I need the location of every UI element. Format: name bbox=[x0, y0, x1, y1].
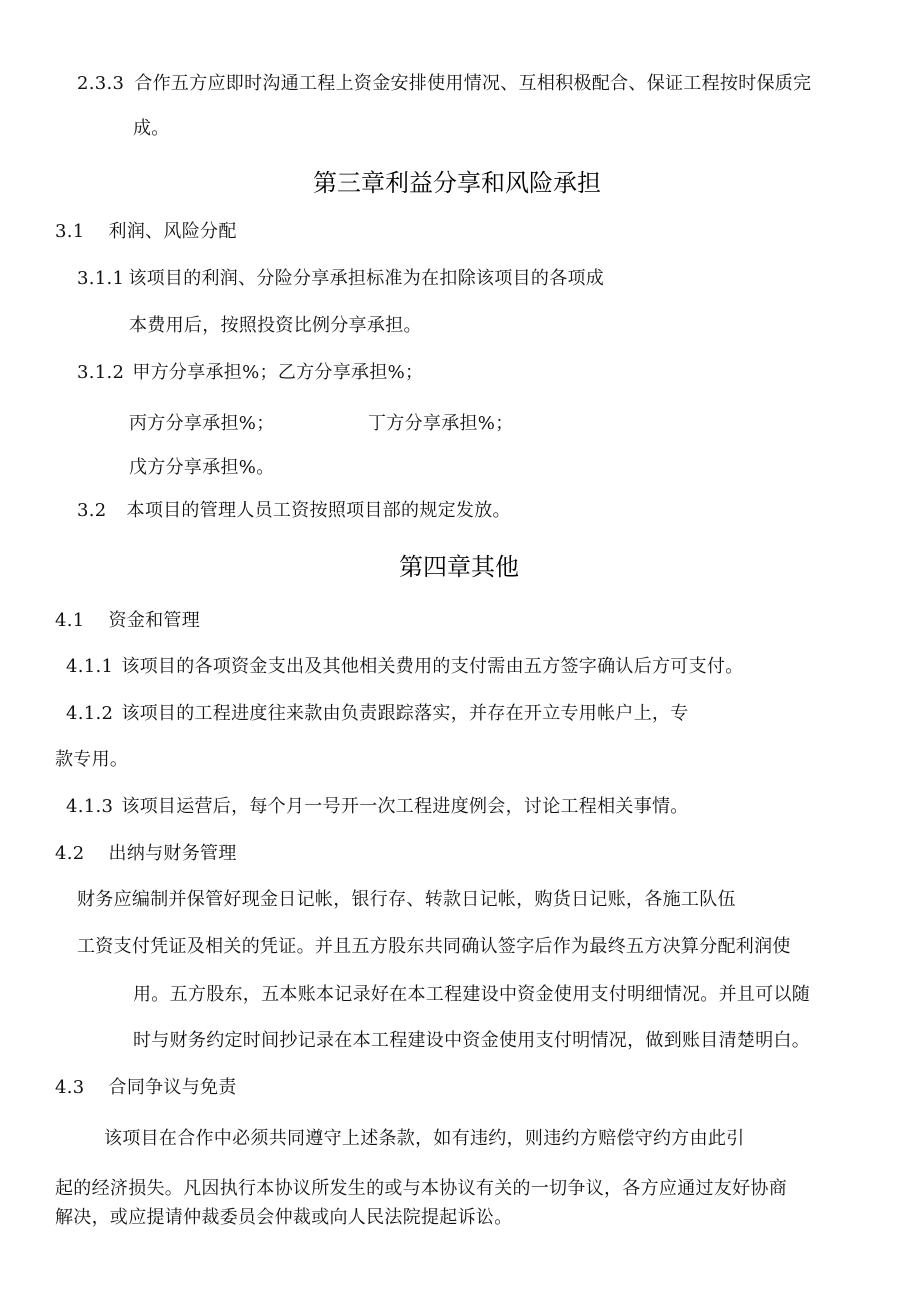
section-4-2-line-3: 用。五方股东，五本账本记录好在本工程建设中资金使用支付明细情况。并且可以随 bbox=[133, 984, 811, 1005]
clause-text: 该项目的工程进度往来款由负责跟踪落实，并存在开立专用帐户上，专 bbox=[121, 703, 689, 724]
share-ding: 丁方分享承担%； bbox=[368, 413, 514, 434]
clause-3-2 bbox=[77, 499, 511, 523]
clause-3-1-2-line-1 bbox=[77, 361, 423, 385]
clause-3-1-1-line-2: 本费用后，按照投资比例分享承担。 bbox=[129, 315, 422, 336]
section-4-3-heading bbox=[55, 1076, 237, 1100]
clause-3-1-1-line-1 bbox=[77, 267, 604, 291]
clause-number: 2.3.3 bbox=[77, 73, 125, 94]
section-4-1-heading bbox=[55, 609, 200, 633]
clause-text: 该项目的利润、分险分享承担标准为在扣除该项目的各项成 bbox=[128, 268, 605, 289]
section-4-2-line-2: 工资支付凭证及相关的凭证。并且五方股东共同确认签字后作为最终五方决算分配利润使 bbox=[77, 936, 791, 957]
clause-2-3-3-line-2: 成。 bbox=[133, 118, 170, 139]
section-title: 利润、风险分配 bbox=[108, 221, 237, 242]
clause-4-1-2-line-1 bbox=[66, 702, 689, 726]
clause-number: 3.1.1 bbox=[77, 268, 125, 289]
clause-number: 4.1.2 bbox=[66, 703, 114, 724]
section-3-1-heading bbox=[55, 220, 237, 244]
share-wu: 戊方分享承担%。 bbox=[129, 457, 275, 478]
clause-number: 3.2 bbox=[77, 500, 107, 521]
clause-2-3-3-line-1 bbox=[77, 72, 811, 96]
chapter-4-heading: 第四章其他 bbox=[399, 553, 519, 581]
section-title: 合同争议与免责 bbox=[108, 1077, 237, 1098]
section-number: 4.3 bbox=[55, 1077, 85, 1098]
clause-number: 3.1.2 bbox=[77, 362, 125, 383]
share-bing: 丙方分享承担%； bbox=[129, 413, 275, 434]
clause-4-1-3 bbox=[66, 795, 689, 819]
section-number: 4.2 bbox=[55, 843, 85, 864]
section-4-2-line-1: 财务应编制并保管好现金日记帐，银行存、转款日记帐，购货日记账，各施工队伍 bbox=[77, 889, 736, 910]
clause-4-1-2-line-2: 款专用。 bbox=[55, 749, 129, 770]
section-title: 出纳与财务管理 bbox=[108, 843, 237, 864]
section-number: 4.1 bbox=[55, 610, 85, 631]
section-4-3-line-3: 解决，或应提请仲裁委员会仲裁或向人民法院提起诉讼。 bbox=[55, 1207, 513, 1228]
section-4-2-heading bbox=[55, 842, 237, 866]
section-title: 资金和管理 bbox=[108, 610, 201, 631]
clause-4-1-1 bbox=[66, 655, 744, 679]
section-4-3-line-1: 该项目在合作中必须共同遵守上述条款，如有违约，则违约方赔偿守约方由此引 bbox=[104, 1128, 745, 1149]
clause-text: 合作五方应即时沟通工程上资金安排使用情况、互相积极配合、保证工程按时保质完 bbox=[134, 73, 812, 94]
clause-number: 4.1.3 bbox=[66, 796, 114, 817]
clause-text: 本项目的管理人员工资按照项目部的规定发放。 bbox=[126, 500, 511, 521]
clause-number: 4.1.1 bbox=[66, 656, 114, 677]
section-4-3-line-2: 起的经济损失。凡因执行本协议所发生的或与本协议有关的一切争议，各方应通过友好协商 bbox=[55, 1178, 787, 1199]
clause-text: 甲方分享承担%；乙方分享承担%； bbox=[132, 362, 424, 383]
chapter-3-heading: 第三章利益分享和风险承担 bbox=[313, 169, 601, 197]
section-4-2-line-4: 时与财务约定时间抄记录在本工程建设中资金使用支付明情况，做到账目清楚明白。 bbox=[133, 1030, 811, 1051]
clause-text: 该项目的各项资金支出及其他相关费用的支付需由五方签字确认后方可支付。 bbox=[121, 656, 744, 677]
section-number: 3.1 bbox=[55, 221, 85, 242]
clause-text: 该项目运营后，每个月一号开一次工程进度例会，讨论工程相关事情。 bbox=[121, 796, 689, 817]
